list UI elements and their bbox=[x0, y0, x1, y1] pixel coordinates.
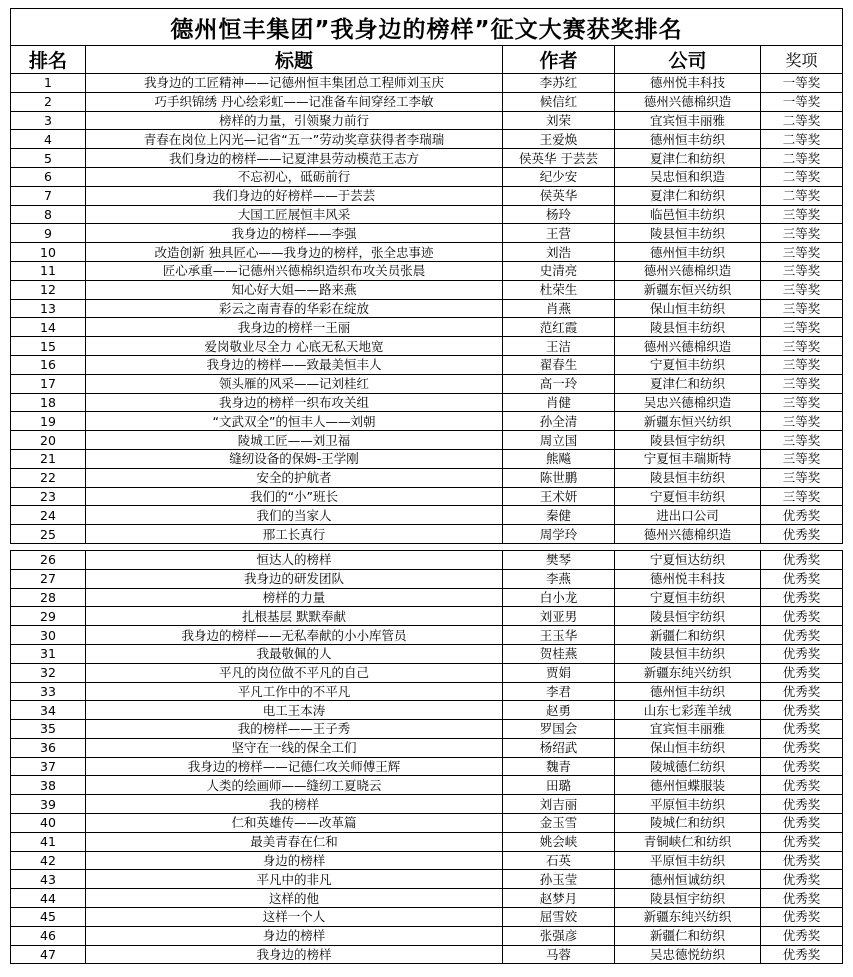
cell-rank: 39 bbox=[11, 795, 86, 814]
cell-author: 王玉华 bbox=[503, 626, 615, 645]
cell-title: 仁和英雄传——改革篇 bbox=[86, 814, 503, 833]
cell-title: 我身边的榜样——记德仁攻关师傅王辉 bbox=[86, 757, 503, 776]
cell-rank: 37 bbox=[11, 757, 86, 776]
cell-title: 我们身边的榜样——记夏津县劳动模范王志方 bbox=[86, 149, 503, 168]
cell-company: 陵县恒丰纺织 bbox=[615, 318, 761, 337]
table-row bbox=[11, 550, 843, 569]
cell-author: 贺桂燕 bbox=[503, 644, 615, 663]
cell-title: 领头雁的风采——记刘桂红 bbox=[86, 374, 503, 393]
cell-rank: 24 bbox=[11, 506, 86, 525]
cell-company: 平原恒丰纺织 bbox=[615, 851, 761, 870]
cell-award: 优秀奖 bbox=[761, 626, 843, 645]
cell-title: 我身边的榜样——李强 bbox=[86, 224, 503, 243]
cell-title: 陵城工匠——刘卫福 bbox=[86, 431, 503, 450]
cell-award: 二等奖 bbox=[761, 111, 843, 130]
cell-award: 优秀奖 bbox=[761, 795, 843, 814]
table-row bbox=[11, 468, 843, 487]
cell-rank: 1 bbox=[11, 74, 86, 93]
cell-author: 罗国会 bbox=[503, 720, 615, 739]
table-row bbox=[11, 449, 843, 468]
cell-title: 身边的榜样 bbox=[86, 851, 503, 870]
table-row bbox=[11, 337, 843, 356]
cell-award: 优秀奖 bbox=[761, 588, 843, 607]
cell-company: 德州兴德棉织造 bbox=[615, 261, 761, 280]
cell-award: 三等奖 bbox=[761, 374, 843, 393]
cell-title: 我们的当家人 bbox=[86, 506, 503, 525]
table-row bbox=[11, 569, 843, 588]
table-row bbox=[11, 738, 843, 757]
cell-company: 德州兴德棉织造 bbox=[615, 337, 761, 356]
cell-author: 史清亮 bbox=[503, 261, 615, 280]
cell-award: 优秀奖 bbox=[761, 776, 843, 795]
cell-author: 田璐 bbox=[503, 776, 615, 795]
cell-author: 侯英华 于芸芸 bbox=[503, 149, 615, 168]
table-row bbox=[11, 92, 843, 111]
cell-award: 优秀奖 bbox=[761, 889, 843, 908]
cell-company: 宜宾恒丰丽雅 bbox=[615, 720, 761, 739]
table-row bbox=[11, 908, 843, 927]
cell-title: 电工王本涛 bbox=[86, 701, 503, 720]
cell-rank: 8 bbox=[11, 205, 86, 224]
award-table bbox=[10, 8, 843, 964]
header-title: 标题 bbox=[86, 46, 503, 74]
cell-rank: 14 bbox=[11, 318, 86, 337]
cell-company: 德州恒丰纺织 bbox=[615, 243, 761, 262]
cell-rank: 40 bbox=[11, 814, 86, 833]
cell-author: 魏青 bbox=[503, 757, 615, 776]
cell-title: 坚守在一线的保全工们 bbox=[86, 738, 503, 757]
cell-award: 一等奖 bbox=[761, 74, 843, 93]
cell-rank: 20 bbox=[11, 431, 86, 450]
table-row bbox=[11, 224, 843, 243]
cell-rank: 19 bbox=[11, 412, 86, 431]
cell-company: 陵县恒丰纺织 bbox=[615, 224, 761, 243]
cell-title: 彩云之南青春的华彩在绽放 bbox=[86, 299, 503, 318]
table-row bbox=[11, 130, 843, 149]
cell-award: 一等奖 bbox=[761, 92, 843, 111]
table-gap bbox=[11, 543, 843, 550]
cell-company: 宁夏恒丰瑞斯特 bbox=[615, 449, 761, 468]
cell-rank: 21 bbox=[11, 449, 86, 468]
cell-author: 翟春生 bbox=[503, 355, 615, 374]
cell-award: 优秀奖 bbox=[761, 870, 843, 889]
cell-rank: 26 bbox=[11, 550, 86, 569]
cell-award: 优秀奖 bbox=[761, 945, 843, 964]
cell-award: 优秀奖 bbox=[761, 720, 843, 739]
table-row bbox=[11, 607, 843, 626]
cell-award: 优秀奖 bbox=[761, 926, 843, 945]
table-row bbox=[11, 374, 843, 393]
cell-company: 德州恒诚纺织 bbox=[615, 870, 761, 889]
cell-title: 我身边的工匠精神——记德州恒丰集团总工程师刘玉庆 bbox=[86, 74, 503, 93]
cell-company: 新疆东恒兴纺织 bbox=[615, 412, 761, 431]
table-row bbox=[11, 832, 843, 851]
cell-company: 德州兴德棉织造 bbox=[615, 92, 761, 111]
table-row bbox=[11, 889, 843, 908]
cell-award: 三等奖 bbox=[761, 299, 843, 318]
cell-title: 扎根基层 默默奉献 bbox=[86, 607, 503, 626]
cell-author: 孙全清 bbox=[503, 412, 615, 431]
header-row bbox=[11, 46, 843, 74]
cell-award: 优秀奖 bbox=[761, 701, 843, 720]
cell-award: 三等奖 bbox=[761, 205, 843, 224]
cell-author: 刘浩 bbox=[503, 243, 615, 262]
cell-author: 樊琴 bbox=[503, 550, 615, 569]
header-rank: 排名 bbox=[11, 46, 86, 74]
table-row bbox=[11, 261, 843, 280]
cell-company: 平原恒丰纺织 bbox=[615, 795, 761, 814]
table-row bbox=[11, 588, 843, 607]
cell-title: 平凡工作中的不平凡 bbox=[86, 682, 503, 701]
cell-company: 宁夏恒丰纺织 bbox=[615, 355, 761, 374]
cell-rank: 22 bbox=[11, 468, 86, 487]
cell-company: 新疆东恒兴纺织 bbox=[615, 280, 761, 299]
cell-rank: 31 bbox=[11, 644, 86, 663]
cell-rank: 27 bbox=[11, 569, 86, 588]
table-row bbox=[11, 720, 843, 739]
cell-rank: 44 bbox=[11, 889, 86, 908]
table-row bbox=[11, 205, 843, 224]
cell-title: 人类的绘画师——缝纫工夏晓云 bbox=[86, 776, 503, 795]
cell-rank: 15 bbox=[11, 337, 86, 356]
table-row bbox=[11, 851, 843, 870]
cell-author: 王营 bbox=[503, 224, 615, 243]
table-row bbox=[11, 355, 843, 374]
cell-company: 德州悦丰科技 bbox=[615, 569, 761, 588]
cell-company: 宜宾恒丰丽雅 bbox=[615, 111, 761, 130]
table-row bbox=[11, 280, 843, 299]
cell-title: 身边的榜样 bbox=[86, 926, 503, 945]
cell-award: 三等奖 bbox=[761, 487, 843, 506]
cell-author: 赵勇 bbox=[503, 701, 615, 720]
cell-title: 最美青春在仁和 bbox=[86, 832, 503, 851]
cell-title: 安全的护航者 bbox=[86, 468, 503, 487]
cell-company: 宁夏恒丰纺织 bbox=[615, 588, 761, 607]
cell-company: 保山恒丰纺织 bbox=[615, 738, 761, 757]
cell-title: 榜样的力量，引领聚力前行 bbox=[86, 111, 503, 130]
cell-title: 我的榜样——王子秀 bbox=[86, 720, 503, 739]
table-row bbox=[11, 701, 843, 720]
table-row bbox=[11, 111, 843, 130]
cell-rank: 34 bbox=[11, 701, 86, 720]
cell-company: 德州悦丰科技 bbox=[615, 74, 761, 93]
cell-title: 我身边的榜样——致最美恒丰人 bbox=[86, 355, 503, 374]
cell-rank: 38 bbox=[11, 776, 86, 795]
table-row bbox=[11, 626, 843, 645]
cell-award: 三等奖 bbox=[761, 431, 843, 450]
cell-author: 高一玲 bbox=[503, 374, 615, 393]
cell-author: 刘亚男 bbox=[503, 607, 615, 626]
cell-award: 优秀奖 bbox=[761, 832, 843, 851]
cell-company: 青铜峡仁和纺织 bbox=[615, 832, 761, 851]
cell-author: 李君 bbox=[503, 682, 615, 701]
cell-rank: 7 bbox=[11, 186, 86, 205]
table-row bbox=[11, 167, 843, 186]
cell-author: 杨玲 bbox=[503, 205, 615, 224]
cell-rank: 3 bbox=[11, 111, 86, 130]
cell-author: 纪少安 bbox=[503, 167, 615, 186]
cell-rank: 9 bbox=[11, 224, 86, 243]
table-row bbox=[11, 757, 843, 776]
cell-title: 恒达人的榜样 bbox=[86, 550, 503, 569]
cell-title: 我身边的榜样一织布攻关组 bbox=[86, 393, 503, 412]
cell-company: 夏津仁和纺织 bbox=[615, 149, 761, 168]
cell-company: 陵县恒宇纺织 bbox=[615, 431, 761, 450]
cell-company: 陵县恒丰纺织 bbox=[615, 468, 761, 487]
cell-author: 熊飚 bbox=[503, 449, 615, 468]
cell-author: 赵梦月 bbox=[503, 889, 615, 908]
cell-company: 夏津仁和纺织 bbox=[615, 186, 761, 205]
cell-title: 我身边的榜样——无私奉献的小小库管员 bbox=[86, 626, 503, 645]
cell-award: 三等奖 bbox=[761, 337, 843, 356]
cell-award: 优秀奖 bbox=[761, 908, 843, 927]
cell-title: 邢工长真行 bbox=[86, 525, 503, 544]
cell-company: 吴忠兴德棉织造 bbox=[615, 393, 761, 412]
cell-award: 三等奖 bbox=[761, 318, 843, 337]
table-row bbox=[11, 393, 843, 412]
cell-company: 德州恒丰纺织 bbox=[615, 682, 761, 701]
cell-title: “文武双全”的恒丰人——刘朝 bbox=[86, 412, 503, 431]
cell-award: 三等奖 bbox=[761, 412, 843, 431]
table-body-part2 bbox=[11, 550, 843, 964]
table-row bbox=[11, 776, 843, 795]
cell-title: 我身边的研发团队 bbox=[86, 569, 503, 588]
cell-award: 三等奖 bbox=[761, 280, 843, 299]
cell-award: 优秀奖 bbox=[761, 644, 843, 663]
header-company: 公司 bbox=[615, 46, 761, 74]
cell-company: 山东七彩莲羊绒 bbox=[615, 701, 761, 720]
cell-award: 二等奖 bbox=[761, 167, 843, 186]
cell-title: 平凡的岗位做不平凡的自己 bbox=[86, 663, 503, 682]
cell-title: 我们身边的好榜样——于芸芸 bbox=[86, 186, 503, 205]
cell-award: 优秀奖 bbox=[761, 814, 843, 833]
table-body-part1 bbox=[11, 74, 843, 544]
cell-author: 贾娟 bbox=[503, 663, 615, 682]
cell-company: 新疆仁和纺织 bbox=[615, 926, 761, 945]
cell-award: 优秀奖 bbox=[761, 550, 843, 569]
cell-rank: 13 bbox=[11, 299, 86, 318]
cell-author: 李燕 bbox=[503, 569, 615, 588]
cell-company: 陵县恒丰纺织 bbox=[615, 644, 761, 663]
table-row bbox=[11, 814, 843, 833]
cell-rank: 42 bbox=[11, 851, 86, 870]
cell-author: 候信红 bbox=[503, 92, 615, 111]
cell-award: 优秀奖 bbox=[761, 607, 843, 626]
table-row bbox=[11, 149, 843, 168]
cell-author: 周学玲 bbox=[503, 525, 615, 544]
cell-rank: 30 bbox=[11, 626, 86, 645]
cell-title: 平凡中的非凡 bbox=[86, 870, 503, 889]
cell-rank: 11 bbox=[11, 261, 86, 280]
cell-title: 大国工匠展恒丰风采 bbox=[86, 205, 503, 224]
cell-author: 姚会峡 bbox=[503, 832, 615, 851]
cell-author: 陈世鹏 bbox=[503, 468, 615, 487]
cell-company: 保山恒丰纺织 bbox=[615, 299, 761, 318]
cell-author: 白小龙 bbox=[503, 588, 615, 607]
cell-rank: 46 bbox=[11, 926, 86, 945]
cell-rank: 36 bbox=[11, 738, 86, 757]
cell-award: 三等奖 bbox=[761, 261, 843, 280]
cell-author: 王爱焕 bbox=[503, 130, 615, 149]
cell-company: 新疆东纯兴纺织 bbox=[615, 663, 761, 682]
cell-company: 宁夏恒达纺织 bbox=[615, 550, 761, 569]
cell-company: 陵县恒宇纺织 bbox=[615, 607, 761, 626]
cell-rank: 25 bbox=[11, 525, 86, 544]
cell-rank: 28 bbox=[11, 588, 86, 607]
cell-award: 三等奖 bbox=[761, 355, 843, 374]
gap-cell bbox=[11, 543, 843, 550]
cell-author: 金玉雪 bbox=[503, 814, 615, 833]
cell-company: 陵城仁和纺织 bbox=[615, 814, 761, 833]
cell-title: 我的榜样 bbox=[86, 795, 503, 814]
cell-rank: 5 bbox=[11, 149, 86, 168]
cell-title: 这样的他 bbox=[86, 889, 503, 908]
cell-title: 青春在岗位上闪光—记省“五一”劳动奖章获得者李瑞瑞 bbox=[86, 130, 503, 149]
table-row bbox=[11, 525, 843, 544]
cell-author: 马蓉 bbox=[503, 945, 615, 964]
cell-author: 肖燕 bbox=[503, 299, 615, 318]
cell-author: 王洁 bbox=[503, 337, 615, 356]
cell-award: 优秀奖 bbox=[761, 506, 843, 525]
cell-title: 我们的“小”班长 bbox=[86, 487, 503, 506]
table-row bbox=[11, 431, 843, 450]
cell-rank: 23 bbox=[11, 487, 86, 506]
cell-award: 优秀奖 bbox=[761, 738, 843, 757]
cell-author: 李苏红 bbox=[503, 74, 615, 93]
cell-author: 秦健 bbox=[503, 506, 615, 525]
cell-award: 优秀奖 bbox=[761, 525, 843, 544]
table-row bbox=[11, 926, 843, 945]
cell-title: 我身边的榜样一王丽 bbox=[86, 318, 503, 337]
table-row bbox=[11, 795, 843, 814]
cell-title: 巧手织锦绣 丹心绘彩虹——记准备车间穿经工李敏 bbox=[86, 92, 503, 111]
table-row bbox=[11, 663, 843, 682]
cell-title: 爱岗敬业尽全力 心底无私天地宽 bbox=[86, 337, 503, 356]
cell-rank: 10 bbox=[11, 243, 86, 262]
cell-company: 陵县恒宇纺织 bbox=[615, 889, 761, 908]
table-row bbox=[11, 318, 843, 337]
cell-company: 临邑恒丰纺织 bbox=[615, 205, 761, 224]
cell-rank: 47 bbox=[11, 945, 86, 964]
cell-award: 优秀奖 bbox=[761, 663, 843, 682]
cell-award: 三等奖 bbox=[761, 468, 843, 487]
sheet-title: 德州恒丰集团”我身边的榜样”征文大赛获奖排名 bbox=[11, 9, 843, 46]
cell-award: 优秀奖 bbox=[761, 851, 843, 870]
cell-company: 德州恒蝶服装 bbox=[615, 776, 761, 795]
cell-rank: 2 bbox=[11, 92, 86, 111]
table-row bbox=[11, 186, 843, 205]
cell-award: 二等奖 bbox=[761, 186, 843, 205]
cell-rank: 45 bbox=[11, 908, 86, 927]
cell-company: 德州兴德棉织造 bbox=[615, 525, 761, 544]
table-row bbox=[11, 74, 843, 93]
cell-company: 宁夏恒丰纺织 bbox=[615, 487, 761, 506]
cell-award: 三等奖 bbox=[761, 449, 843, 468]
cell-rank: 35 bbox=[11, 720, 86, 739]
cell-author: 张强彦 bbox=[503, 926, 615, 945]
table-row bbox=[11, 487, 843, 506]
header-award: 奖项 bbox=[761, 46, 843, 74]
cell-title: 改造创新 独具匠心——我身边的榜样，张全忠事迹 bbox=[86, 243, 503, 262]
cell-title: 知心好大姐——路来燕 bbox=[86, 280, 503, 299]
cell-author: 刘吉丽 bbox=[503, 795, 615, 814]
table-row bbox=[11, 870, 843, 889]
cell-rank: 17 bbox=[11, 374, 86, 393]
cell-rank: 41 bbox=[11, 832, 86, 851]
cell-rank: 33 bbox=[11, 682, 86, 701]
table-row bbox=[11, 243, 843, 262]
table-row bbox=[11, 506, 843, 525]
cell-award: 优秀奖 bbox=[761, 569, 843, 588]
cell-author: 周立国 bbox=[503, 431, 615, 450]
cell-author: 肖健 bbox=[503, 393, 615, 412]
cell-rank: 16 bbox=[11, 355, 86, 374]
cell-award: 优秀奖 bbox=[761, 757, 843, 776]
cell-author: 杨绍武 bbox=[503, 738, 615, 757]
cell-rank: 6 bbox=[11, 167, 86, 186]
cell-award: 二等奖 bbox=[761, 130, 843, 149]
cell-title: 缝纫设备的保姆-王学刚 bbox=[86, 449, 503, 468]
cell-rank: 18 bbox=[11, 393, 86, 412]
cell-company: 德州恒丰纺织 bbox=[615, 130, 761, 149]
header-author: 作者 bbox=[503, 46, 615, 74]
award-sheet bbox=[10, 8, 842, 964]
cell-rank: 12 bbox=[11, 280, 86, 299]
cell-author: 刘荣 bbox=[503, 111, 615, 130]
cell-author: 屈雪姣 bbox=[503, 908, 615, 927]
cell-author: 杜荣生 bbox=[503, 280, 615, 299]
cell-title: 榜样的力量 bbox=[86, 588, 503, 607]
cell-company: 吴忠德悦纺织 bbox=[615, 945, 761, 964]
table-row bbox=[11, 682, 843, 701]
table-row bbox=[11, 299, 843, 318]
cell-title: 不忘初心，砥砺前行 bbox=[86, 167, 503, 186]
cell-company: 夏津仁和纺织 bbox=[615, 374, 761, 393]
cell-title: 我身边的榜样 bbox=[86, 945, 503, 964]
table-row bbox=[11, 412, 843, 431]
cell-company: 陵城德仁纺织 bbox=[615, 757, 761, 776]
cell-award: 三等奖 bbox=[761, 243, 843, 262]
cell-award: 三等奖 bbox=[761, 393, 843, 412]
table-row bbox=[11, 644, 843, 663]
cell-rank: 32 bbox=[11, 663, 86, 682]
cell-title: 我最敬佩的人 bbox=[86, 644, 503, 663]
cell-rank: 43 bbox=[11, 870, 86, 889]
cell-rank: 4 bbox=[11, 130, 86, 149]
cell-award: 三等奖 bbox=[761, 224, 843, 243]
cell-rank: 29 bbox=[11, 607, 86, 626]
cell-author: 王术妍 bbox=[503, 487, 615, 506]
cell-company: 吴忠恒和织造 bbox=[615, 167, 761, 186]
cell-author: 孙玉莹 bbox=[503, 870, 615, 889]
cell-company: 新疆东纯兴纺织 bbox=[615, 908, 761, 927]
cell-author: 石英 bbox=[503, 851, 615, 870]
cell-award: 优秀奖 bbox=[761, 682, 843, 701]
table-row bbox=[11, 945, 843, 964]
cell-company: 进出口公司 bbox=[615, 506, 761, 525]
cell-title: 匠心承重——记德州兴德棉织造织布攻关员张晨 bbox=[86, 261, 503, 280]
cell-author: 侯英华 bbox=[503, 186, 615, 205]
cell-author: 范红霞 bbox=[503, 318, 615, 337]
cell-title: 这样一个人 bbox=[86, 908, 503, 927]
cell-company: 新疆仁和纺织 bbox=[615, 626, 761, 645]
cell-award: 二等奖 bbox=[761, 149, 843, 168]
